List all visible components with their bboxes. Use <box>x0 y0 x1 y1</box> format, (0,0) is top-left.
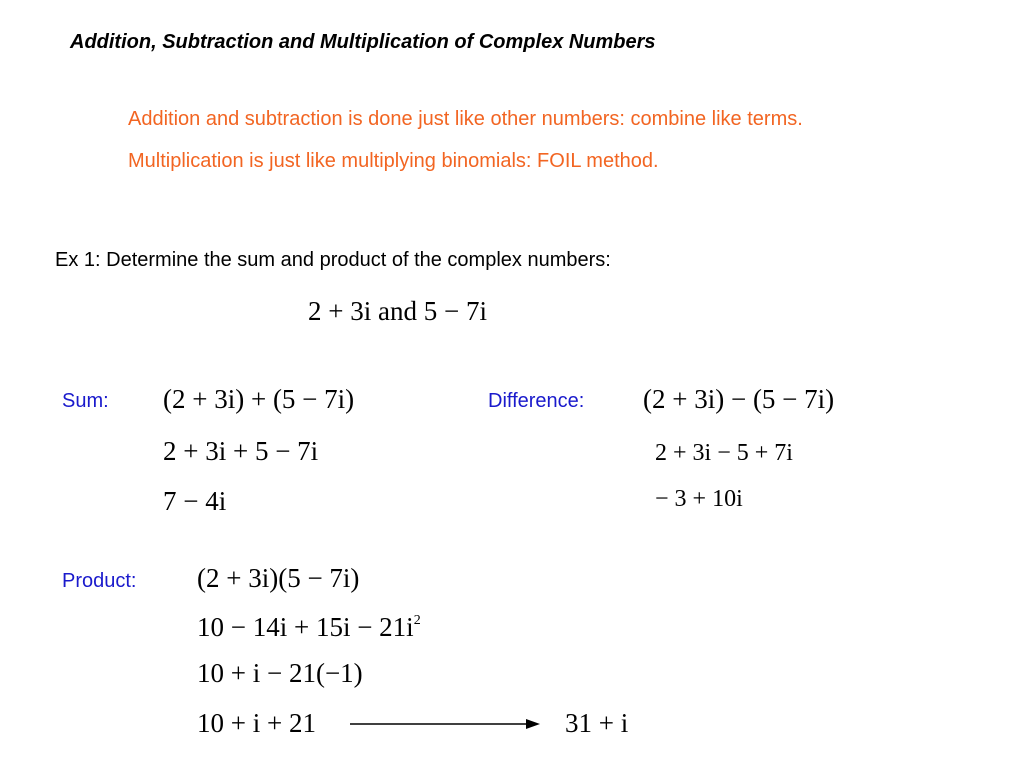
page-title: Addition, Subtraction and Multiplication of Complex Numbers <box>70 31 656 53</box>
sum-label: Sum: <box>62 390 109 412</box>
product-result: 31 + i <box>565 708 629 738</box>
product-step-4: 10 + i + 21 <box>197 708 316 738</box>
right-arrow-icon <box>350 717 540 731</box>
product-label: Product: <box>62 570 137 592</box>
example-prompt: Ex 1: Determine the sum and product of the complex numbers: <box>55 249 611 271</box>
product-step-1: (2 + 3i)(5 − 7i) <box>197 563 360 593</box>
example-numbers: 2 + 3i and 5 − 7i <box>308 296 487 326</box>
addition-note: Addition and subtraction is done just like other numbers: combine like terms. <box>128 108 803 130</box>
sum-step-2: 2 + 3i + 5 − 7i <box>163 436 319 466</box>
difference-label: Difference: <box>488 390 585 412</box>
sum-step-1: (2 + 3i) + (5 − 7i) <box>163 384 355 414</box>
product-step-2-exponent: 2 <box>413 613 421 628</box>
difference-step-2: 2 + 3i − 5 + 7i <box>655 440 793 466</box>
product-step-2 <box>197 612 421 643</box>
product-step-2-text: 10 − 14i + 15i − 21i <box>197 612 414 642</box>
difference-step-3: − 3 + 10i <box>655 486 743 512</box>
multiplication-note: Multiplication is just like multiplying binomials: FOIL method. <box>128 150 659 172</box>
sum-step-3: 7 − 4i <box>163 486 227 516</box>
difference-step-1: (2 + 3i) − (5 − 7i) <box>643 384 835 414</box>
product-step-3: 10 + i − 21(−1) <box>197 658 363 688</box>
